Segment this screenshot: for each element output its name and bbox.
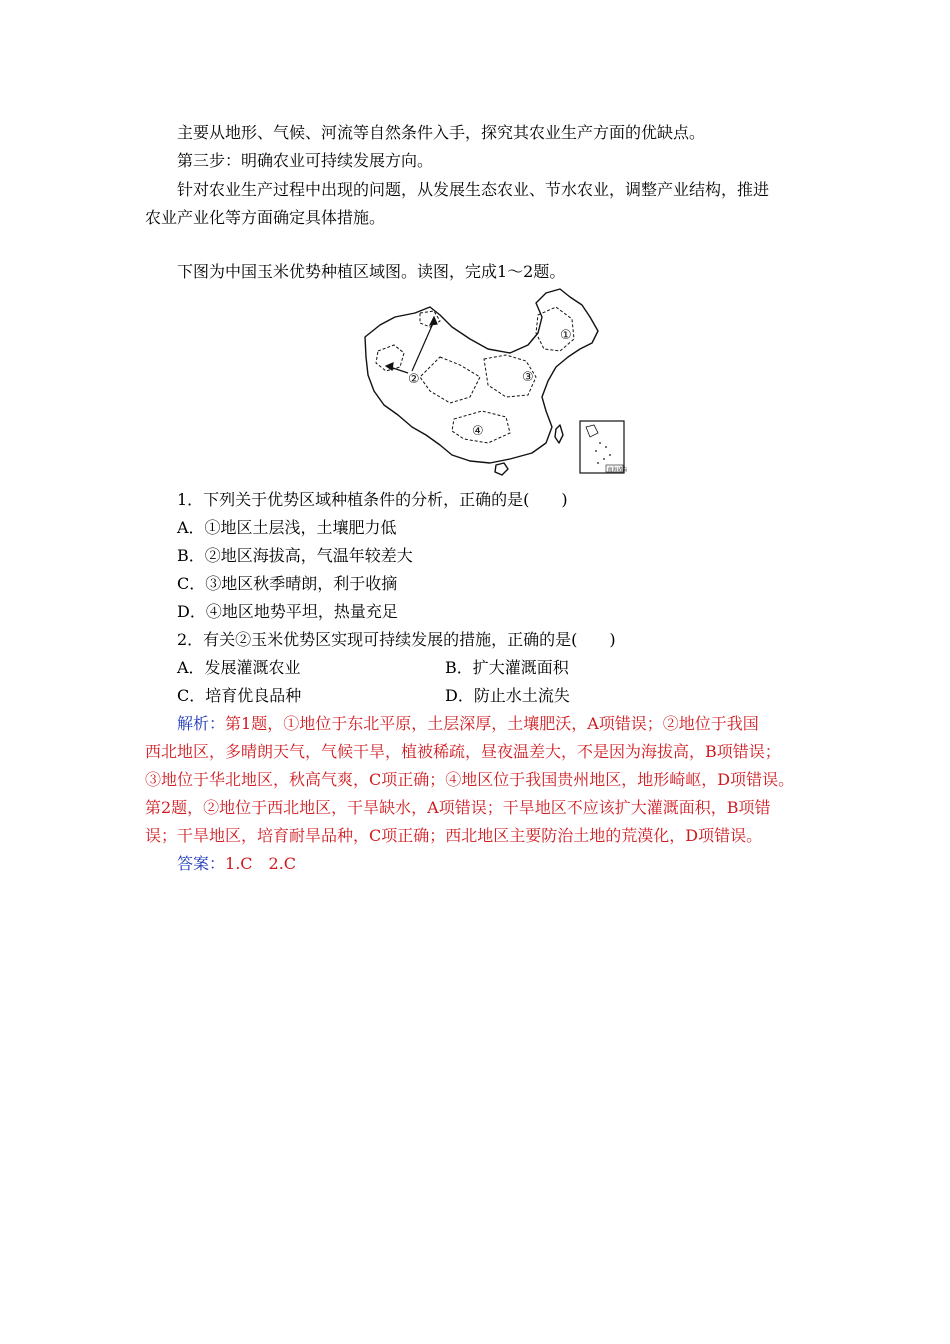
intro-paragraph-3b: 农业产业化等方面确定具体措施。	[145, 208, 386, 227]
hainan-island	[495, 463, 508, 475]
south-china-sea-inset	[580, 421, 628, 473]
q1-option-c: C．③地区秋季晴朗，利于收摘	[177, 574, 398, 593]
answer-line	[177, 854, 296, 874]
q1-option-b: B．②地区海拔高，气温年较差大	[177, 546, 413, 565]
province-boundary	[420, 357, 480, 403]
analysis-line-2: 西北地区，多晴朗天气，气候干旱，植被稀疏，昼夜温差大，不是因为海拔高，B项错误；	[145, 742, 781, 761]
q1-option-a: A．①地区土层浅，土壤肥力低	[177, 518, 397, 537]
intro-paragraph-3a: 针对农业生产过程中出现的问题，从发展生态农业、节水农业，调整产业结构，推进	[177, 180, 770, 199]
analysis-label: 解析：	[177, 714, 226, 733]
analysis-line-3: ③地位于华北地区，秋高气爽，C项正确；④地区位于我国贵州地区，地形崎岖，D项错误。	[145, 770, 795, 789]
answer-value: 1.C 2.C	[225, 854, 297, 873]
q1-question: 1．下列关于优势区域种植条件的分析，正确的是( )	[177, 490, 568, 509]
q2-question: 2．有关②玉米优势区实现可持续发展的措施，正确的是( )	[177, 630, 616, 649]
map-label-2: ②	[408, 372, 420, 387]
intro-paragraph-2: 第三步：明确农业可持续发展方向。	[177, 151, 434, 170]
taiwan-island	[555, 425, 563, 443]
china-corn-map	[360, 287, 630, 477]
answer-label: 答案：	[177, 854, 226, 873]
q2-option-d: D．防止水土流失	[445, 686, 570, 705]
analysis-line-4: 第2题，②地位于西北地区，干旱缺水，A项错误；干旱地区不应该扩大灌溉面积，B项错	[145, 798, 771, 817]
intro-paragraph-1: 主要从地形、气候、河流等自然条件入手，探究其农业生产方面的优缺点。	[177, 123, 706, 142]
map-label-3: ③	[522, 370, 534, 385]
analysis-line-1	[177, 714, 759, 734]
q2-option-b: B．扩大灌溉面积	[445, 658, 569, 677]
map-label-4: ④	[472, 424, 484, 439]
map-label-1: ①	[560, 328, 572, 343]
analysis-text-1: 第1题，①地位于东北平原，土层深厚，土壤肥沃，A项错误；②地位于我国	[225, 714, 759, 733]
analysis-line-5: 误；干旱地区，培育耐旱品种，C项正确；西北地区主要防治土地的荒漠化，D项错误。	[145, 826, 763, 845]
inset-caption: 南海诸岛	[607, 467, 628, 473]
question-stem: 下图为中国玉米优势种植区域图。读图，完成1～2题。	[177, 262, 566, 281]
q2-option-a: A．发展灌溉农业	[177, 658, 301, 677]
q2-option-c: C．培育优良品种	[177, 686, 302, 705]
q1-option-d: D．④地区地势平坦，热量充足	[177, 602, 398, 621]
